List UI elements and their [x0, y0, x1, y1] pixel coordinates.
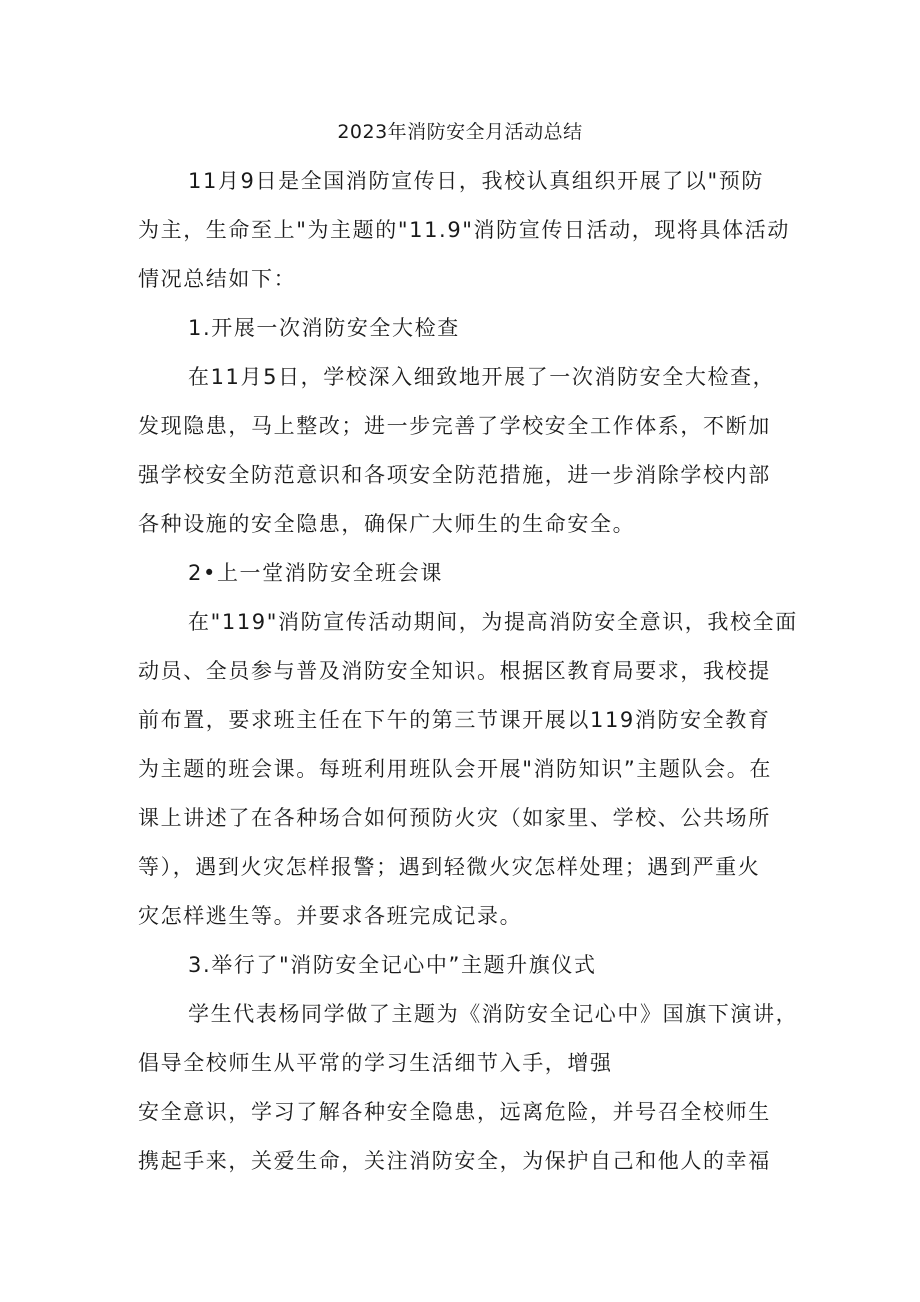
- section-heading: 2•上一堂消防安全班会课: [188, 561, 443, 585]
- paragraph-line: 为主题的班会课。每班利用班队会开展"消防知识”主题队会。在: [138, 757, 772, 781]
- paragraph-line: 在11月5日，学校深入细致地开展了一次消防安全大检查，: [188, 365, 776, 389]
- paragraph-line: 11月9日是全国消防宣传日，我校认真组织开展了以"预防: [188, 169, 764, 193]
- paragraph-line: 携起手来，关爱生命，关注消防安全，为保护自己和他人的幸福: [138, 1149, 771, 1173]
- paragraph-line: 倡导全校师生从平常的学习生活细节入手，增强: [138, 1051, 613, 1075]
- paragraph-line: 等），遇到火灾怎样报警；遇到轻微火灾怎样处理；遇到严重火: [138, 855, 761, 879]
- paragraph-line: 前布置，要求班主任在下午的第三节课开展以119消防安全教育: [138, 708, 771, 732]
- paragraph-line: 学生代表杨同学做了主题为《消防安全记心中》国旗下演讲，: [188, 1002, 799, 1026]
- paragraph-line: 发现隐患，马上整改；进一步完善了学校安全工作体系，不断加: [138, 414, 771, 438]
- paragraph-line: 各种设施的安全隐患，确保广大师生的生命安全。: [138, 512, 636, 536]
- paragraph-line: 情况总结如下：: [138, 267, 297, 291]
- paragraph-line: 安全意识，学习了解各种安全隐患，远离危险，并号召全校师生: [138, 1100, 771, 1124]
- section-heading: 3.举行了"消防安全记心中”主题升旗仪式: [188, 953, 597, 977]
- paragraph-line: 课上讲述了在各种场合如何预防火灾（如家里、学校、公共场所: [138, 806, 771, 830]
- document-title: 2023年消防安全月活动总结: [337, 121, 583, 143]
- paragraph-line: 动员、全员参与普及消防安全知识。根据区教育局要求，我校提: [138, 659, 771, 683]
- paragraph-line: 为主，生命至上"为主题的"11.9"消防宣传日活动，现将具体活动: [138, 218, 790, 242]
- section-heading: 1.开展一次消防安全大检查: [188, 316, 460, 340]
- paragraph-line: 灾怎样逃生等。并要求各班完成记录。: [138, 904, 523, 928]
- paragraph-line: 强学校安全防范意识和各项安全防范措施，进一步消除学校内部: [138, 463, 771, 487]
- paragraph-line: 在"119"消防宣传活动期间，为提高消防安全意识，我校全面: [188, 610, 798, 634]
